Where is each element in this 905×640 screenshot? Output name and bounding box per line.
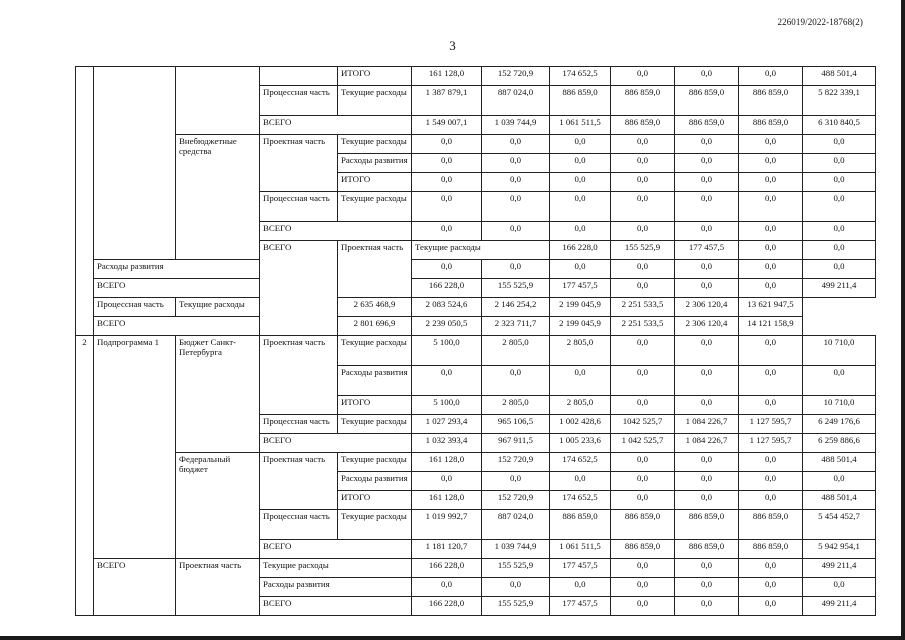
value-cell: 0,0 [550,173,611,192]
value-cell: 2 805,0 [550,336,611,366]
row-label: ВСЕГО [260,116,412,135]
table-row [76,298,876,317]
value-cell: 0,0 [550,222,611,241]
value-cell: 155 525,9 [482,559,550,578]
value-cell: 0,0 [482,222,550,241]
value-cell: 0,0 [550,366,611,396]
value-cell: 1 181 120,7 [412,540,482,559]
value-cell: 0,0 [739,559,803,578]
value-cell: 965 106,5 [482,415,550,434]
value-cell: 161 128,0 [412,67,482,86]
value-cell: 0,0 [739,154,803,173]
value-cell: 166 228,0 [412,597,482,616]
value-cell: 0,0 [675,173,739,192]
value-cell: 0,0 [412,135,482,154]
total-cell: 0,0 [803,173,876,192]
total-cell: 0,0 [803,192,876,222]
value-cell: 1 019 992,7 [412,510,482,540]
value-cell: 0,0 [739,472,803,491]
value-cell: 1 002 428,6 [550,415,611,434]
value-cell: 886 859,0 [550,510,611,540]
document-number: 226019/2022-18768(2) [777,17,863,27]
row-label: Текущие расходы [338,336,412,366]
value-cell: 0,0 [739,241,803,260]
value-cell: 0,0 [739,366,803,396]
row-label: Текущие расходы [260,559,412,578]
value-cell: 0,0 [739,260,803,279]
value-cell: 0,0 [611,396,675,415]
part-label: Проектная часть [338,241,412,298]
row-label: Текущие расходы [338,192,412,222]
total-cell: 488 501,4 [803,491,876,510]
table-row [76,336,876,366]
value-cell: 0,0 [739,597,803,616]
section-total-label: ВСЕГО [260,241,338,336]
value-cell: 2 635 468,9 [338,298,412,317]
value-cell: 0,0 [675,578,739,597]
row-label: Расходы развития [260,578,412,597]
total-cell: 0,0 [803,472,876,491]
value-cell: 161 128,0 [412,453,482,472]
value-cell: 0,0 [482,366,550,396]
value-cell: 967 911,5 [482,434,550,453]
value-cell: 0,0 [611,597,675,616]
part-label: Проектная часть [176,559,260,616]
value-cell: 2 805,0 [482,396,550,415]
value-cell: 177 457,5 [550,559,611,578]
row-label: Текущие расходы [176,298,338,317]
total-cell: 6 249 176,6 [803,415,876,434]
total-cell: 5 822 339,1 [803,86,876,116]
funding-source-label: Федеральный бюджет [176,453,260,559]
value-cell: 0,0 [675,491,739,510]
value-cell: 0,0 [675,222,739,241]
row-label: Текущие расходы [338,453,412,472]
table-row [76,279,876,298]
page-number: 3 [449,38,456,53]
value-cell: 886 859,0 [739,86,803,116]
total-cell: 5 942 954,1 [803,540,876,559]
total-cell: 0,0 [803,154,876,173]
total-cell: 6 259 886,6 [803,434,876,453]
row-label: Текущие расходы [412,241,550,260]
value-cell: 0,0 [412,578,482,597]
part-cell [260,67,338,86]
total-cell: 0,0 [803,366,876,396]
value-cell: 0,0 [550,192,611,222]
value-cell: 887 024,0 [482,510,550,540]
value-cell: 1042 525,7 [611,415,675,434]
value-cell: 0,0 [739,453,803,472]
value-cell: 0,0 [611,192,675,222]
value-cell: 155 525,9 [611,241,675,260]
value-cell: 886 859,0 [611,510,675,540]
table-row [76,67,876,86]
row-label: Расходы развития [338,472,412,491]
value-cell: 0,0 [675,67,739,86]
value-cell: 0,0 [550,135,611,154]
total-cell: 14 121 158,9 [739,317,803,336]
value-cell: 1 084 226,7 [675,415,739,434]
value-cell: 0,0 [739,578,803,597]
value-cell: 0,0 [675,396,739,415]
value-cell: 2 146 254,2 [482,298,550,317]
value-cell: 0,0 [482,192,550,222]
value-cell: 0,0 [550,260,611,279]
value-cell: 0,0 [739,491,803,510]
value-cell: 2 805,0 [482,336,550,366]
value-cell: 886 859,0 [611,540,675,559]
row-label: ИТОГО [338,173,412,192]
table-row [76,260,876,279]
funding-source-cell [176,67,260,135]
value-cell: 0,0 [739,222,803,241]
value-cell: 2 251 533,5 [611,298,675,317]
value-cell: 1 387 879,1 [412,86,482,116]
row-label: ВСЕГО [260,222,412,241]
value-cell: 1 032 393,4 [412,434,482,453]
value-cell: 0,0 [675,260,739,279]
value-cell: 886 859,0 [675,540,739,559]
part-label: Проектная часть [260,135,338,192]
value-cell: 0,0 [611,67,675,86]
budget-table [75,66,876,616]
row-label: ИТОГО [338,491,412,510]
value-cell: 0,0 [482,472,550,491]
row-label: ИТОГО [338,67,412,86]
table-row [76,317,876,336]
value-cell: 152 720,9 [482,67,550,86]
value-cell: 886 859,0 [675,86,739,116]
value-cell: 2 239 050,5 [412,317,482,336]
value-cell: 155 525,9 [482,597,550,616]
total-cell: 10 710,0 [803,336,876,366]
value-cell: 0,0 [739,336,803,366]
value-cell: 5 100,0 [412,396,482,415]
value-cell: 886 859,0 [739,116,803,135]
value-cell: 886 859,0 [739,510,803,540]
value-cell: 0,0 [412,366,482,396]
subprogram-label: Подпрограмма 1 [94,336,176,559]
value-cell: 2 199 045,9 [550,317,611,336]
value-cell: 886 859,0 [550,86,611,116]
scan-edge-right [901,0,905,640]
value-cell: 174 652,5 [550,453,611,472]
row-label: ВСЕГО [260,434,412,453]
part-label: Процессная часть [260,510,338,540]
value-cell: 0,0 [675,559,739,578]
table-row [76,453,876,472]
value-cell: 152 720,9 [482,453,550,472]
row-label: Расходы развития [338,154,412,173]
value-cell: 1 039 744,9 [482,540,550,559]
value-cell: 2 083 524,6 [412,298,482,317]
value-cell: 0,0 [550,154,611,173]
value-cell: 0,0 [675,597,739,616]
value-cell: 1 039 744,9 [482,116,550,135]
value-cell: 0,0 [739,135,803,154]
value-cell: 155 525,9 [482,279,550,298]
row-label: Расходы развития [338,366,412,396]
value-cell: 177 457,5 [550,279,611,298]
value-cell: 0,0 [611,260,675,279]
value-cell: 0,0 [482,173,550,192]
row-label: ВСЕГО [94,279,260,298]
total-cell: 10 710,0 [803,396,876,415]
value-cell: 0,0 [675,279,739,298]
value-cell: 166 228,0 [412,559,482,578]
value-cell: 0,0 [739,192,803,222]
value-cell: 0,0 [611,366,675,396]
value-cell: 1 027 293,4 [412,415,482,434]
scan-edge-bottom [0,636,905,640]
total-cell: 488 501,4 [803,453,876,472]
value-cell: 0,0 [611,173,675,192]
value-cell: 886 859,0 [611,116,675,135]
value-cell: 886 859,0 [675,116,739,135]
value-cell: 0,0 [675,336,739,366]
value-cell: 1 127 595,7 [739,415,803,434]
value-cell: 886 859,0 [611,86,675,116]
part-label: Процессная часть [260,192,338,222]
value-cell: 0,0 [611,222,675,241]
value-cell: 0,0 [611,491,675,510]
part-label: Процессная часть [260,86,338,116]
value-cell: 2 199 045,9 [550,298,611,317]
part-label: Проектная часть [260,453,338,510]
total-cell: 0,0 [803,578,876,597]
value-cell: 2 801 696,9 [338,317,412,336]
value-cell: 0,0 [611,154,675,173]
row-label: ИТОГО [338,396,412,415]
row-label: ВСЕГО [94,317,338,336]
row-label: Текущие расходы [338,510,412,540]
row-label: Текущие расходы [338,415,412,434]
value-cell: 1 084 226,7 [675,434,739,453]
value-cell: 0,0 [675,472,739,491]
value-cell: 177 457,5 [550,597,611,616]
row-number-cell [76,67,94,336]
total-cell: 5 454 452,7 [803,510,876,540]
value-cell: 0,0 [611,336,675,366]
value-cell: 1 061 511,5 [550,540,611,559]
section-total-label: ВСЕГО [94,559,176,616]
value-cell: 887 024,0 [482,86,550,116]
value-cell: 1 127 595,7 [739,434,803,453]
value-cell: 0,0 [482,578,550,597]
value-cell: 0,0 [550,578,611,597]
value-cell: 2 323 711,7 [482,317,550,336]
value-cell: 0,0 [739,173,803,192]
value-cell: 2 251 533,5 [611,317,675,336]
row-label: ВСЕГО [260,540,412,559]
total-cell: 0,0 [803,260,876,279]
table-row [76,135,876,154]
value-cell: 0,0 [675,154,739,173]
total-cell: 0,0 [803,222,876,241]
row-number: 2 [76,336,94,616]
value-cell: 174 652,5 [550,491,611,510]
value-cell: 0,0 [675,192,739,222]
program-cell [94,67,176,260]
value-cell: 0,0 [412,222,482,241]
part-label: Процессная часть [94,298,176,317]
total-cell: 499 211,4 [803,559,876,578]
value-cell: 0,0 [611,472,675,491]
value-cell: 0,0 [803,241,876,260]
value-cell: 1 005 233,6 [550,434,611,453]
value-cell: 1 061 511,5 [550,116,611,135]
row-label: Текущие расходы [338,135,412,154]
row-label: Расходы развития [94,260,260,279]
row-label: Текущие расходы [338,86,412,116]
table-row [76,559,876,578]
value-cell: 0,0 [675,366,739,396]
value-cell: 5 100,0 [412,336,482,366]
value-cell: 0,0 [482,154,550,173]
value-cell: 1 042 525,7 [611,434,675,453]
value-cell: 0,0 [482,260,550,279]
part-label: Проектная часть [260,336,338,415]
value-cell: 166 228,0 [412,279,482,298]
value-cell: 0,0 [675,453,739,472]
value-cell: 2 805,0 [550,396,611,415]
value-cell: 174 652,5 [550,67,611,86]
value-cell: 2 306 120,4 [675,298,739,317]
value-cell: 0,0 [412,192,482,222]
value-cell: 1 549 007,1 [412,116,482,135]
value-cell: 0,0 [412,472,482,491]
value-cell: 2 306 120,4 [675,317,739,336]
value-cell: 0,0 [611,135,675,154]
value-cell: 152 720,9 [482,491,550,510]
funding-source-label: Внебюджетные средства [176,135,260,260]
value-cell: 0,0 [739,67,803,86]
value-cell: 161 128,0 [412,491,482,510]
value-cell: 886 859,0 [739,540,803,559]
value-cell: 177 457,5 [675,241,739,260]
value-cell: 0,0 [412,154,482,173]
row-label: ВСЕГО [260,597,412,616]
value-cell: 166 228,0 [550,241,611,260]
total-cell: 488 501,4 [803,67,876,86]
funding-source-label: Бюджет Санкт-Петербурга [176,336,260,453]
total-cell: 13 621 947,5 [739,298,803,317]
value-cell: 886 859,0 [675,510,739,540]
part-label: Процессная часть [260,415,338,434]
value-cell: 0,0 [412,260,482,279]
value-cell: 0,0 [412,173,482,192]
value-cell: 0,0 [611,578,675,597]
value-cell: 0,0 [611,453,675,472]
value-cell: 0,0 [611,279,675,298]
value-cell: 0,0 [739,279,803,298]
total-cell: 0,0 [803,135,876,154]
value-cell: 0,0 [482,135,550,154]
value-cell: 0,0 [675,135,739,154]
total-cell: 499 211,4 [803,279,876,298]
total-cell: 6 310 840,5 [803,116,876,135]
value-cell: 0,0 [739,396,803,415]
value-cell: 0,0 [611,559,675,578]
total-cell: 499 211,4 [803,597,876,616]
value-cell: 0,0 [550,472,611,491]
